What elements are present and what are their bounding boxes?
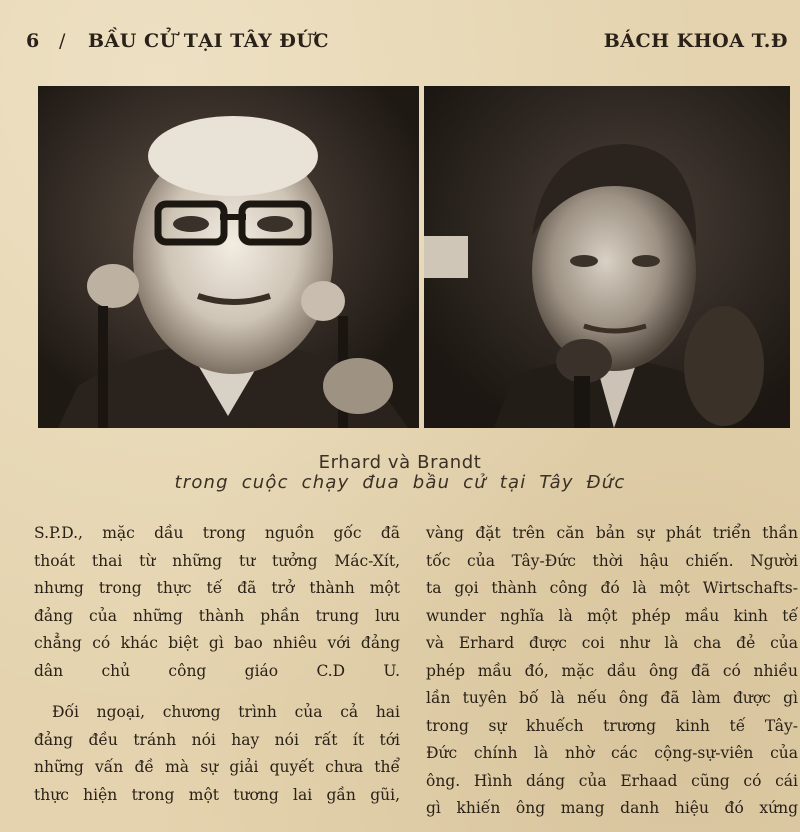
text-line: thực hiện trong một tương lai gần gũi, [34,785,400,804]
paragraph-2 [34,699,400,809]
photo-erhard [38,86,419,428]
left-text-column [34,520,400,809]
text-line: thoát thai từ những tư tưởng Mác-Xít, [34,551,400,570]
text-line: S.P.D., mặc dầu trong nguồn gốc đã [34,524,400,542]
text-line: chẳng có khác biệt gì bao nhiêu với đảng [34,634,400,652]
header-separator: / [59,30,66,52]
text-line: lần tuyên bố là nếu ông đã làm được gì [426,689,798,707]
text-line: đảng đều tránh nói hay nói rất ít tới [34,730,400,749]
page-number: 6 [26,30,40,52]
text-line: Đức chính là nhờ các cộng-sự-viên của [426,744,798,762]
text-line: dân chủ công giáo C.D U. [34,661,400,680]
text-line: tốc của Tây-Đức thời hậu chiến. Người [426,551,798,570]
text-line: những vấn đề mà sự giải quyết chưa thể [34,758,400,776]
magazine-name: BÁCH KHOA T.Đ [603,30,788,52]
paragraph-3 [426,520,798,823]
text-line: nhưng trong thực tế đã trở thành một [34,579,400,597]
text-line: và Erhard được coi như là cha đẻ của [426,634,798,652]
page-header [26,30,788,60]
text-line: đảng của những thành phần trung lưu [34,606,400,625]
paragraph-1 [34,520,400,685]
text-line: wunder nghĩa là một phép mầu kinh tế [426,606,798,625]
photo-caption-subtitle: trong cuộc chạy đua bầu cử tại Tây Đức [174,472,626,493]
photo-brandt [424,86,790,428]
text-line: phép mầu đó, mặc dầu ông đã có nhiều [426,661,798,680]
right-text-column [426,520,798,823]
text-line: gì khiến ông mang danh hiệu đó xứng [426,799,798,817]
text-line: trong sự khuếch trương kinh tế Tây- [426,716,798,735]
photo-caption-names: Erhard và Brandt [318,452,482,473]
text-line: Đối ngoại, chương trình của cả hai [52,703,400,721]
text-line: vàng đặt trên căn bản sự phát triển thần [426,524,798,542]
article-title: BẦU CỬ TẠI TÂY ĐỨC [88,30,330,52]
text-line: ta gọi thành công đó là một Wirtschafts- [426,579,798,597]
text-line: ông. Hình dáng của Erhaad cũng có cái [426,771,798,790]
